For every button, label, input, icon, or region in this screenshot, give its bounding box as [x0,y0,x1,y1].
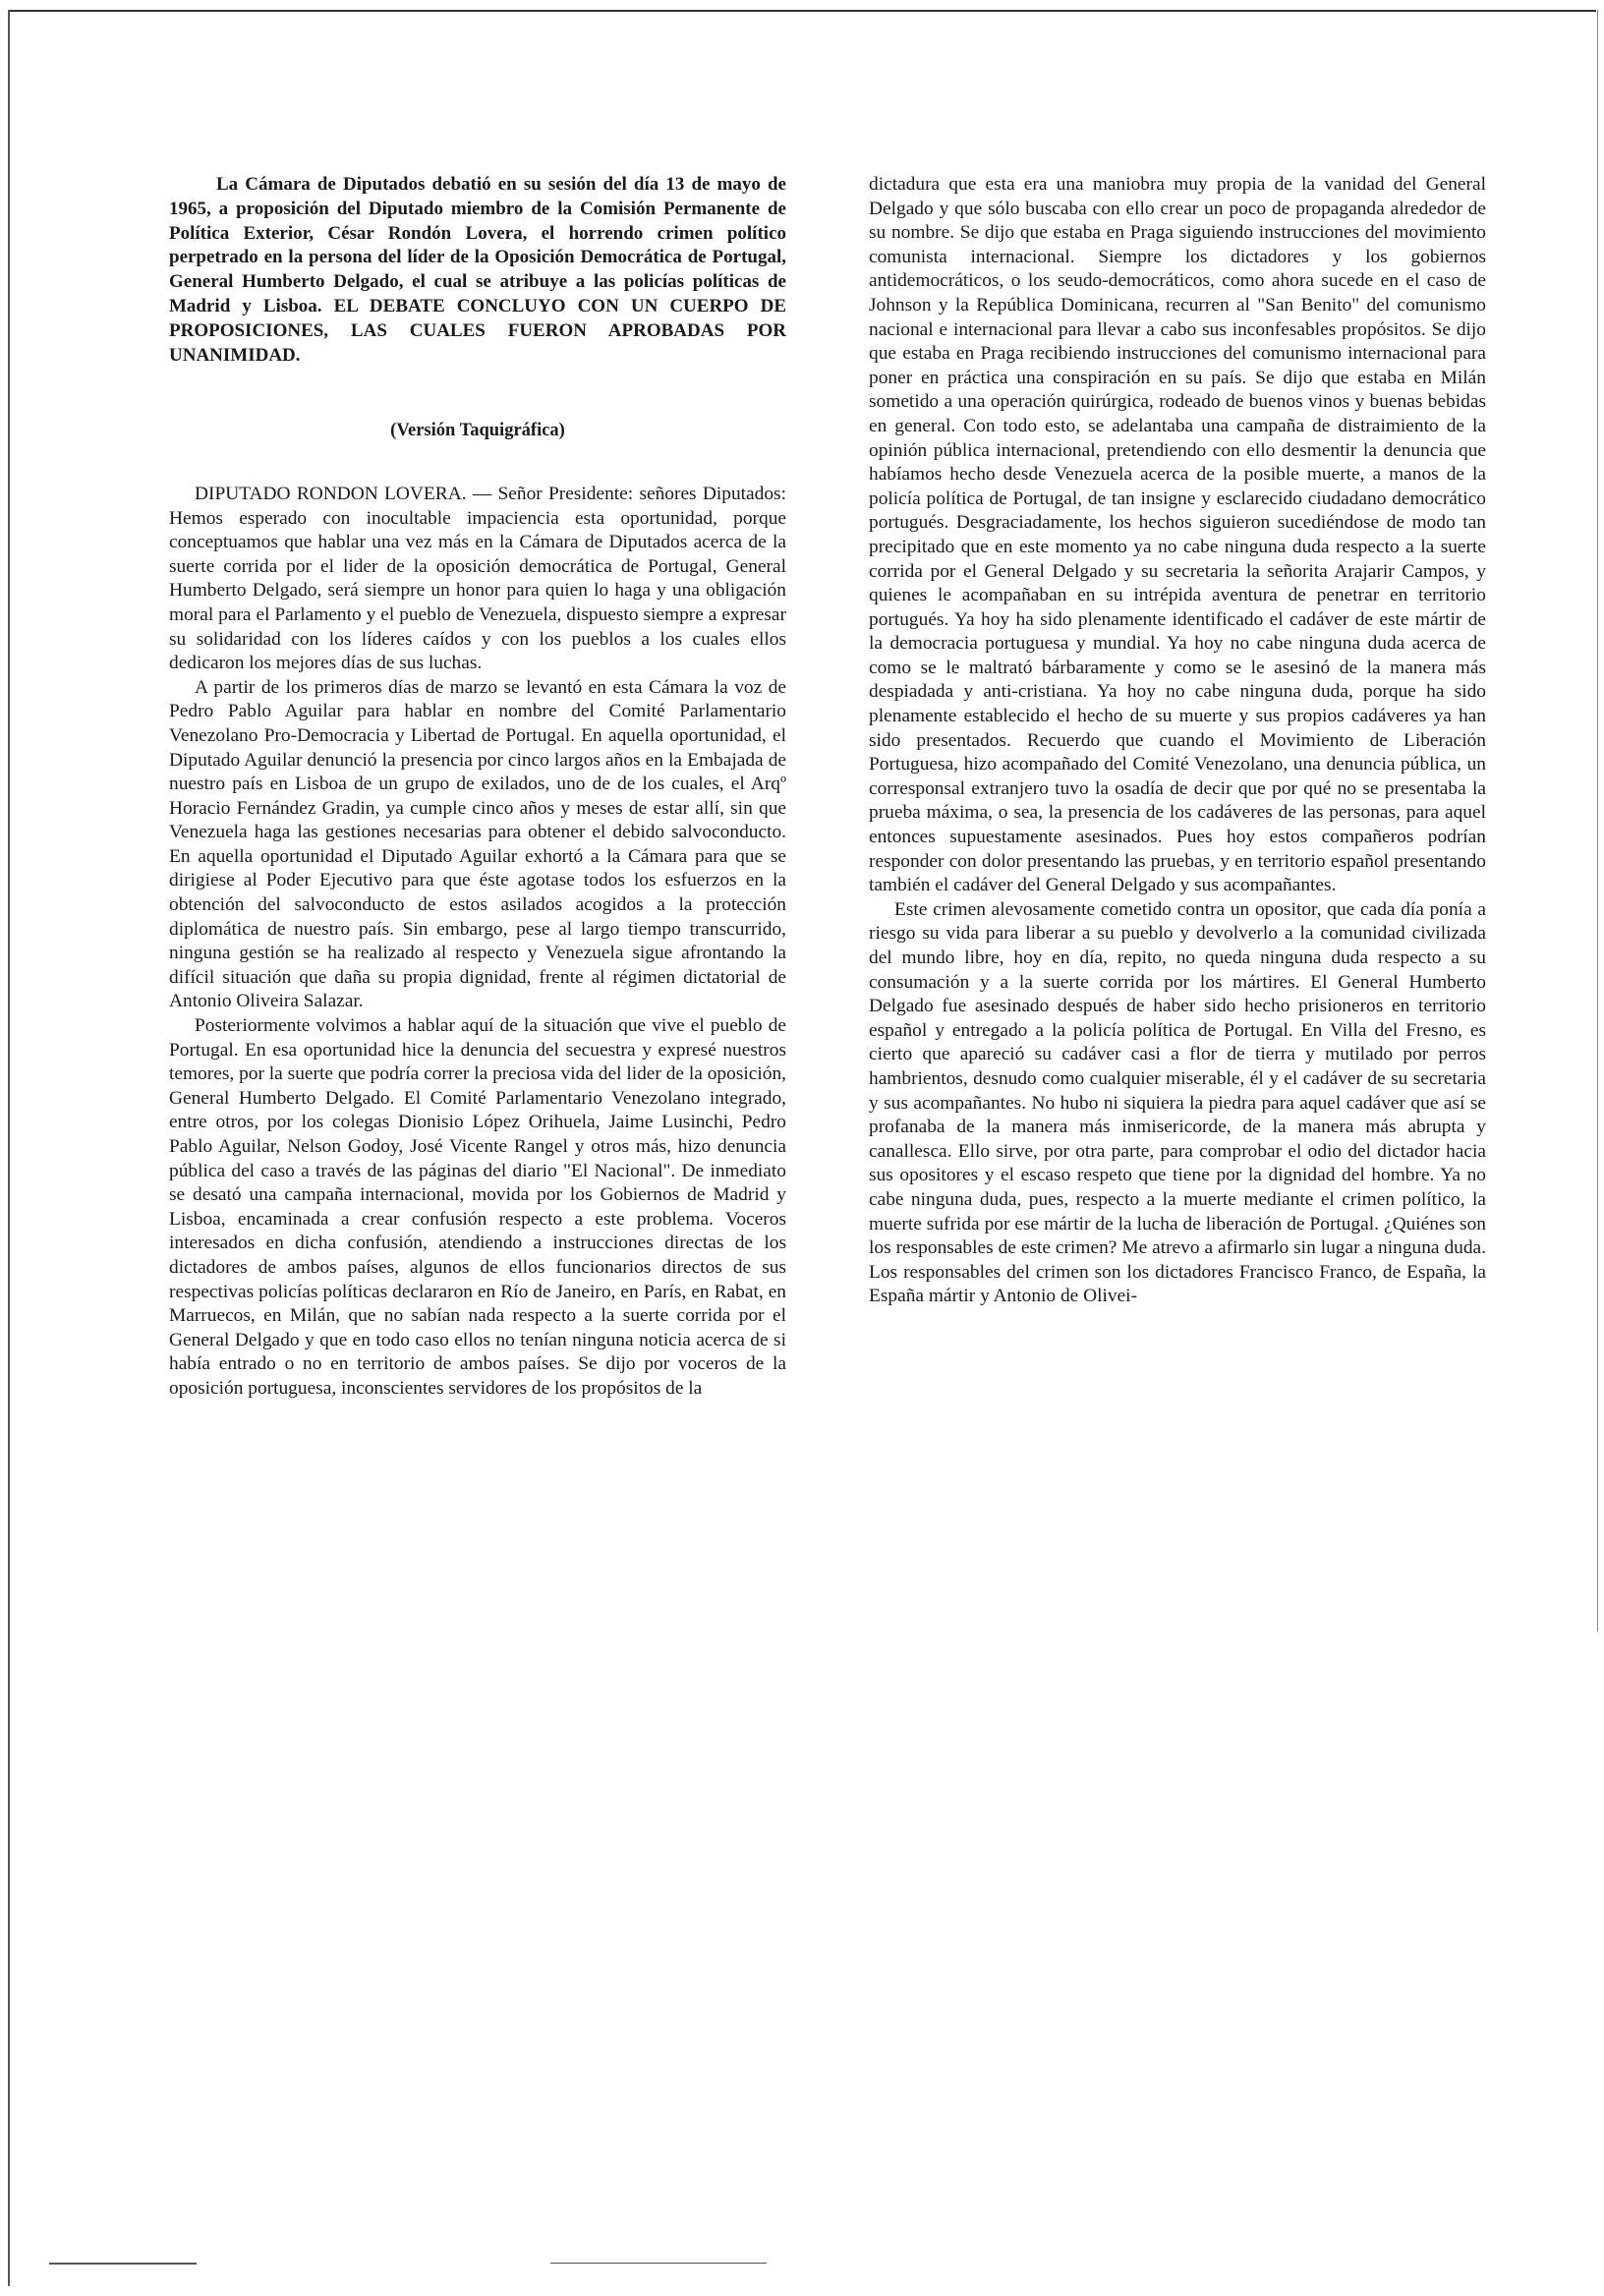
left-column [169,173,786,1402]
paragraph: A partir de los primeros días de marzo se levantó en esta Cámara la voz de Pedro Pablo Aguilar para hablar en nombre del Comité Parlamentario Venezolano Pro-Democracia y Libertad de Portugal. En aquella oportunidad, el Diputado Aguilar denunció la presencia por cinco largos años en la Embajada de nuestro país en Lisboa de un grupo de exilados, uno de de los cuales, el Arqº Horacio Fernández Gradin, ya cumple cinco años y meses de estar allí, sin que Venezuela haga las gestiones necesarias para obtener el debido salvoconducto. En aquella oportunidad el Diputado Aguilar exhortó a la Cámara para que se dirigiese al Poder Ejecutivo para que éste agotase todos los esfuerzos en la obtención del salvoconducto de estos asilados acogidos a la protección diplomática de nuestro país. Sin embargo, pese al largo tiempo transcurrido, ninguna gestión se ha realizado al respecto y Venezuela sigue afrontando la difícil situación que daña su propia dignidad, frente al régimen dictatorial de Antonio Oliveira Salazar. [169,676,786,1012]
paragraph: DIPUTADO RONDON LOVERA. — Señor Presidente: señores Diputados: Hemos esperado con inocultable impaciencia esta oportunidad, porque conceptuamos que hablar una vez más en la Cámara de Diputados acerca de la suerte corrida por el lider de la oposición democrática de Portugal, General Humberto Delgado, será siempre un honor para quien lo haga y una obligación moral para el Parlamento y el pueblo de Venezuela, dispuesto siempre a expresar su solidaridad con los líderes caídos y con los pueblos a los cuales ellos dedicaron los mejores días de sus luchas. [169,483,786,674]
bottom-rule [49,2263,197,2265]
paragraph: dictadura que esta era una maniobra muy propia de la vanidad del General Delgado y que sólo buscaba con ello crear un poco de propaganda alrededor de su nombre. Se dijo que estaba en Praga siguiendo instrucciones del movimiento comunista internacional. Siempre los dictadores y los gobiernos antidemocráticos, o los seudo-democráticos, como ahora sucede en el caso de Johnson y la República Dominicana, recurren al "San Benito" del comunismo nacional e internacional para llevar a cabo sus inconfesables propósitos. Se dijo que estaba en Praga recibiendo instrucciones del comunismo internacional para poner en práctica una conspiración en su país. Se dijo que estaba en Milán sometido a una operación quirúrgica, rodeado de buenos vinos y buenas bebidas en general. Con todo esto, se adelantaba una campaña de distraimiento de la opinión pública internacional, pretendiendo con ello desmentir la denuncia que habíamos hecho desde Venezuela acerca de la posible muerte, a manos de la policía política de Portugal, de tan insigne y esclarecido ciudadano democrático portugués. Desgraciadamente, los hechos siguieron sucediéndose de modo tan precipitado que en este momento ya no cabe ninguna duda respecto a la suerte corrida por el General Delgado y su secretaria la señorita Arajarir Campos, y quienes le acompañaban en su intrépida aventura de penetrar en territorio portugués. Ya hoy ha sido plenamente identificado el cadáver de este mártir de la democracia portuguesa y mundial. Ya hoy no cabe ninguna duda acerca de como se le maltrató bárbaramente y como se le asesinó de la manera más despiadada y anti-cristiana. Ya hoy no cabe ninguna duda, porque ha sido plenamente establecido el hecho de su muerte y sus propios cadáveres ya han sido presentados. Recuerdo que cuando el Movimiento de Liberación Portuguesa, hizo acompañado del Comité Venezolano, una denuncia pública, un corresponsal extranjero tuvo la osadía de decir que por qué no se presentaba la prueba máxima, o sea, la presencia de los cadáveres de las personas, para aquel entonces supuestamente asesinados. Pues hoy estos compañeros podrían responder con dolor presentando las pruebas, y en territorio español presentando también el cadáver del General Delgado y sus acompañantes. [869,174,1486,896]
page-top-border [8,10,1596,12]
bottom-rule [550,2263,767,2264]
intro-summary: La Cámara de Diputados debatió en su sesión del día 13 de mayo de 1965, a proposición del Diputado miembro de la Comisión Permanente de Política Exterior, César Rondón Lovera, el horrendo crimen político perpetrado en la persona del líder de la Oposición Democrática de Portugal, General Humberto Delgado, el cual se atribuye a las policías políticas de Madrid y Lisboa. EL DEBATE CONCLUYO CON UN CUERPO DE PROPOSICIONES, LAS CUALES FUERON APROBADAS POR UNANIMIDAD. [169,174,786,366]
paragraph: Este crimen alevosamente cometido contra un opositor, que cada día ponía a riesgo su vida para liberar a su pueblo y devolverlo a la comunidad civilizada del mundo libre, hoy en día, repito, no queda ninguna duda respecto a su consumación y a la suerte corrida por los mártires. El General Humberto Delgado fue asesinado después de haber sido hecho prisioneros en territorio español y entregado a la policía política de Portugal. En Villa del Fresno, es cierto que apareció su cadáver casi a flor de tierra y mutilado por perros hambrientos, desnudo como cualquier miserable, él y el cadáver de su secretaria y sus acompañantes. No hubo ni siquiera la piedra para aquel cadáver que así se profanaba de la manera más inmisericorde, de la manera más abrupta y canallesca. Ello sirve, por otra parte, para comprobar el odio del dictador hacia sus opositores y el escaso respeto que tiene por la dignidad del hombre. Ya no cabe ninguna duda, pues, respecto a la muerte mediante el crimen político, la muerte sufrida por ese mártir de la lucha de liberación de Portugal. ¿Quiénes son los responsables de este crimen? Me atrevo a afirmarlo sin lugar a ninguna duda. Los responsables del crimen son los dictadores Francisco Franco, de España, la España mártir y Antonio de Olivei- [869,898,1486,1307]
paragraph: Posteriormente volvimos a hablar aquí de la situación que vive el pueblo de Portugal. En esa oportunidad hice la denuncia del secuestra y expresé nuestros temores, por la suerte que podría correr la preciosa vida del lider de la oposición, General Humberto Delgado. El Comité Parlamentario Venezolano integrado, entre otros, por los colegas Dionisio López Orihuela, Jaime Lusinchi, Pedro Pablo Aguilar, Nelson Godoy, José Vicente Rangel y otros más, hizo denuncia pública del caso a través de las páginas del diario "El Nacional". De inmediato se desató una campaña internacional, movida por los Gobiernos de Madrid y Lisboa, encaminada a crear confusión respecto a este problema. Voceros interesados en dicha confusión, atendiendo a instrucciones directas de los dictadores de ambos países, algunos de ellos funcionarios directos de sus respectivas policías políticas declararon en Río de Janeiro, en París, en Rabat, en Marruecos, en Milán, que no sabían nada respecto a la suerte corrida por el General Delgado y que en todo caso ellos no tenían ninguna noticia acerca de si había entrado o no en territorio de ambos países. Se dijo por voceros de la oposición portuguesa, inconscientes servidores de los propósitos de la [169,1015,786,1399]
right-column [869,173,1486,1309]
page-right-border [1597,10,1598,1632]
section-heading: (Versión Taquigráfica) [390,421,565,441]
page-left-border [8,10,10,2286]
